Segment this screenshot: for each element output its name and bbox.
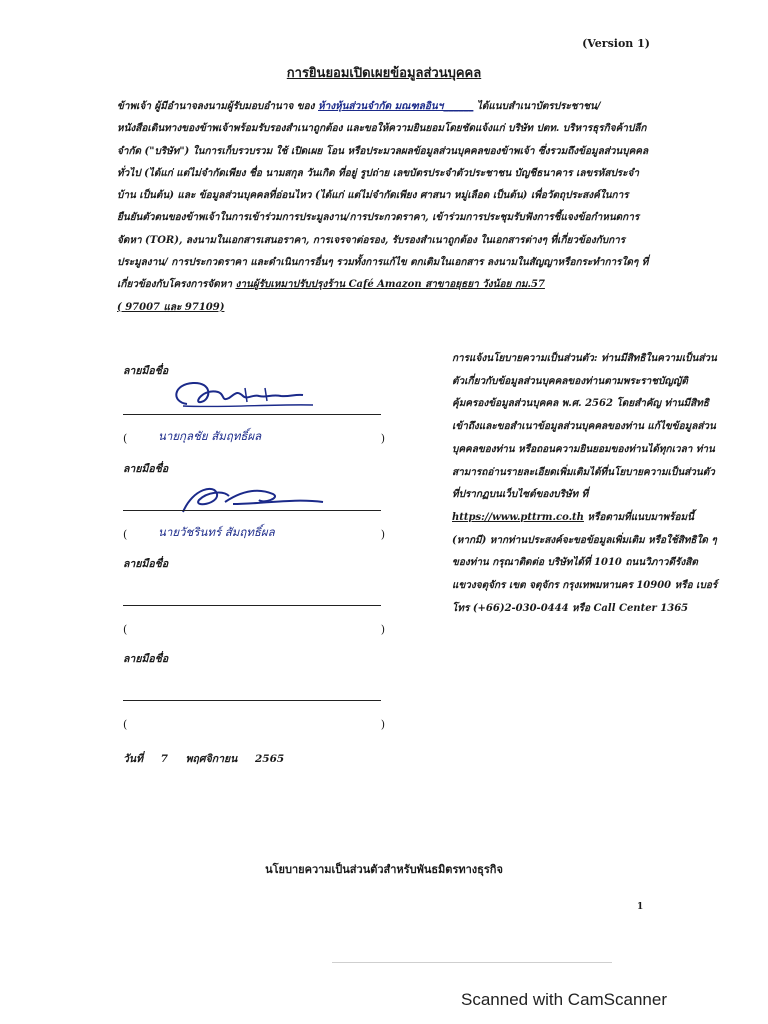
signature-line bbox=[123, 510, 381, 511]
consent-paragraph bbox=[117, 96, 652, 319]
open-paren: ( bbox=[123, 528, 128, 541]
close-paren: ) bbox=[380, 528, 385, 541]
privacy-notice bbox=[452, 348, 720, 620]
signature-block-2 bbox=[123, 460, 385, 541]
version-label: (Version 1) bbox=[582, 37, 650, 50]
consent-text-body: ได้แนบสำเนาบัตรประชาชน/หนังสือเดินทางของข้าพเจ้าพร้อมรับรองสำเนาถูกต้อง และขอให้ความยินยอมโดยชัดแจ้งแก่ บริษัท ปตท. บริหารธุรกิจค้าปลีก จำกัด ("บริษัท") ในการเก็บรวบรวม ใช้ เปิดเผย โอน หรือประมวลผลข้อมูลส่วนบุคคลของข้าพเจ้า ซึ่งรวมถึงข้อมูลส่วนบุคคลทั่วไป (ได้แก่ แต่ไม่จำกัดเพียง ชื่อ นามสกุล วันเกิด ที่อยู่ รูปถ่าย เลขบัตรประจำตัวประชาชน บัญชีธนาคาร เลขรหัสประจำบ้าน เป็นต้น) และ ข้อมูลส่วนบุคคลที่อ่อนไหว (ได้แก่ แต่ไม่จำกัดเพียง ศาสนา หมู่เลือด เป็นต้น) เพื่อวัตถุประสงค์ในการยืนยันตัวตนของข้าพเจ้าในการเข้าร่วมการประมูลงาน/การประกวดราคา, เข้าร่วมการประชุมรับฟังการชี้แจงข้อกำหนดการจัดหา (TOR), ลงนามในเอกสารเสนอราคา, การเจรจาต่อรอง, รับรองสำเนาถูกต้อง ในเอกสารต่างๆ ที่เกี่ยวข้องกับการประมูลงาน/ การประกวดราคา และดำเนินการอื่นๆ รวมทั้งการแก้ไข ตกเติมในเอกสาร ลงนามในสัญญาหรือกระทำการใดๆ ที่เกี่ยวข้องกับโครงการจัดหา bbox=[117, 101, 649, 291]
signature-label: ลายมือชื่อ bbox=[123, 365, 169, 377]
footer-divider bbox=[332, 962, 612, 963]
privacy-policy-link[interactable]: https://www.pttrm.co.th bbox=[452, 511, 584, 523]
privacy-text-intro: การแจ้งนโยบายความเป็นส่วนตัว: ท่านมีสิทธิในความเป็นส่วนตัวเกี่ยวกับข้อมูลส่วนบุคคลของท่านตามพระราชบัญญัติคุ้มครองข้อมูลส่วนบุคคล พ.ศ. 2562 โดยสำคัญ ท่านมีสิทธิเข้าถึงและขอสำเนาข้อมูลส่วนบุคคลของท่าน แก้ไขข้อมูลส่วนบุคคลของท่าน หรือถอนความยินยอมของท่านได้ทุกเวลา ท่านสามารถอ่านรายละเอียดเพิ่มเติมได้ที่นโยบายความเป็นส่วนตัวที่ปรากฏบนเว็บไซต์ของบริษัท ที่ bbox=[452, 353, 717, 501]
company-name-fill: ห้างหุ้นส่วนจำกัด มณฑลอินฯ______ bbox=[318, 101, 474, 112]
handwritten-signature-1 bbox=[163, 374, 323, 414]
signature-line bbox=[123, 700, 381, 701]
signature-block-1 bbox=[123, 362, 385, 445]
camscanner-watermark: Scanned with CamScanner bbox=[461, 990, 668, 1009]
signature-block-4 bbox=[123, 650, 385, 731]
policy-heading: นโยบายความเป็นส่วนตัวสำหรับพันธมิตรทางธุรกิจ bbox=[265, 863, 503, 876]
signature-date bbox=[123, 750, 298, 767]
page-number: 1 bbox=[637, 902, 644, 912]
project-name: งานผู้รับเหมาปรับปรุงร้าน Café Amazon สาขาอยุธยา วังน้อย กม.57 bbox=[235, 279, 545, 291]
close-paren: ) bbox=[380, 432, 385, 445]
date-year: 2565 bbox=[254, 753, 285, 765]
page-title: การยินยอมเปิดเผยข้อมูลส่วนบุคคล bbox=[286, 66, 482, 81]
open-paren: ( bbox=[123, 623, 128, 636]
printed-name-2: นายวัชรินทร์ สัมฤทธิ์ผล bbox=[158, 525, 275, 539]
signature-block-3 bbox=[123, 555, 385, 636]
printed-name-1: นายกุลชัย สัมฤทธิ์ผล bbox=[158, 429, 262, 443]
date-month: พฤศจิกายน bbox=[185, 753, 238, 765]
signature-line bbox=[123, 605, 381, 606]
signature-label: ลายมือชื่อ bbox=[123, 558, 169, 570]
close-paren: ) bbox=[380, 718, 385, 731]
open-paren: ( bbox=[123, 432, 128, 445]
open-paren: ( bbox=[123, 718, 128, 731]
close-paren: ) bbox=[380, 623, 385, 636]
consent-text-intro: ข้าพเจ้า ผู้มีอำนาจลงนามผู้รับมอบอำนาจ ของ bbox=[117, 101, 318, 112]
signature-line bbox=[123, 414, 381, 415]
signature-label: ลายมือชื่อ bbox=[123, 463, 169, 475]
date-day: 7 bbox=[160, 753, 168, 765]
date-label: วันที่ bbox=[123, 753, 143, 765]
handwritten-signature-2 bbox=[163, 480, 333, 518]
project-codes: ( 97007 และ 97109) bbox=[117, 301, 225, 313]
signature-label: ลายมือชื่อ bbox=[123, 653, 169, 665]
privacy-text-contact: หรือตามที่แนบมาพร้อมนี้ (หากมี) หากท่านประสงค์จะขอข้อมูลเพิ่มเติม หรือใช้สิทธิใด ๆ ของท่าน กรุณาติดต่อ บริษัทได้ที่ 1010 ถนนวิภาวดีรังสิต แขวงจตุจักร เขต จตุจักร กรุงเทพมหานคร 10900 หรือ เบอร์โทร (+66)2-030-0444 หรือ Call Center 1365 bbox=[452, 511, 718, 614]
